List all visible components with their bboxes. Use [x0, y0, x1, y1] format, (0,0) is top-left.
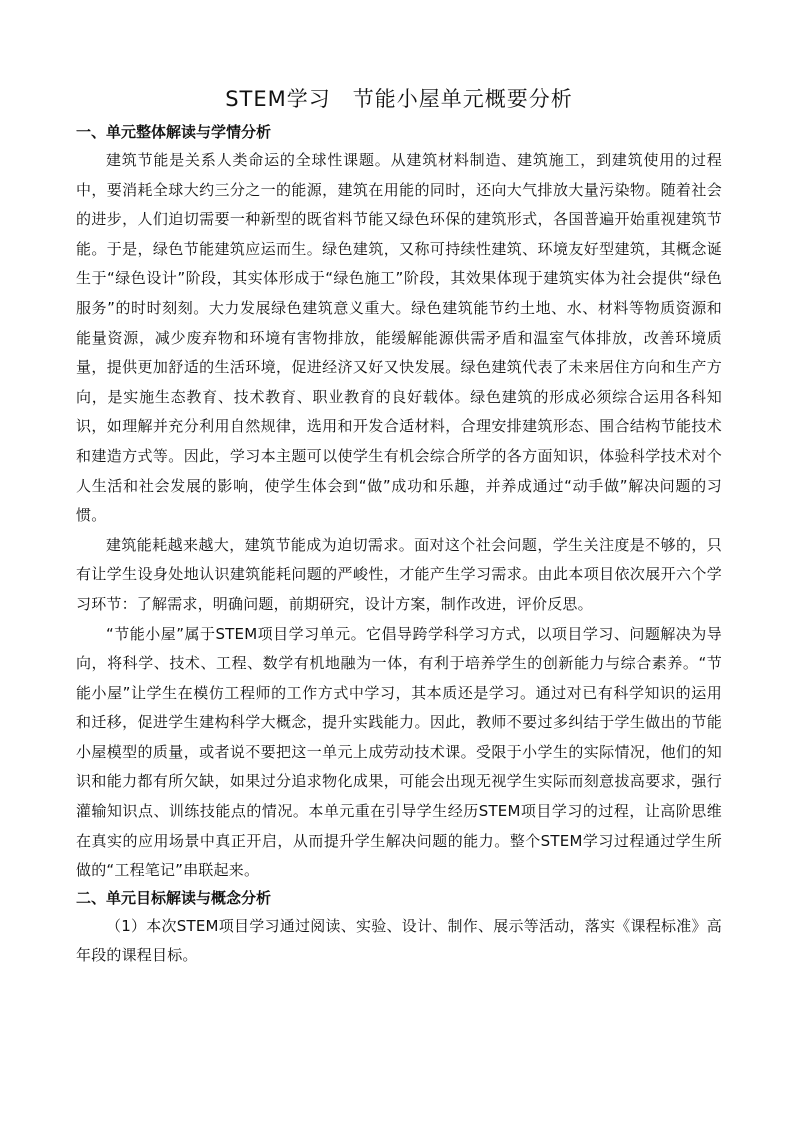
paragraph-course-goals: （1）本次STEM项目学习通过阅读、实验、设计、制作、展示等活动，落实《课程标准》高年段的课程目标。: [76, 916, 722, 965]
paragraph-energy-demand: 建筑能耗越来越大，建筑节能成为迫切需求。面对这个社会问题，学生关注度是不够的，只有让学生设身处地认识建筑能耗问题的严峻性，才能产生学习需求。由此本项目依次展开六个学习环节：了解需求，明确问题，前期研究，设计方案，制作改进，评价反思。: [76, 535, 722, 613]
section-heading-1: 一、单元整体解读与学情分析: [76, 123, 272, 141]
document-body: [76, 84, 722, 971]
paragraph-building-energy-intro: 建筑节能是关系人类命运的全球性课题。从建筑材料制造、建筑施工，到建筑使用的过程中，要消耗全球大约三分之一的能源，建筑在用能的同时，还向大气排放大量污染物。随着社会的进步，人们迫切需要一种新型的既省料节能又绿色环保的建筑形式，各国普遍开始重视建筑节能。于是，绿色节能建筑应运而生。绿色建筑，又称可持续性建筑、环境友好型建筑，其概念诞生于“绿色设计”阶段，其实体形成于“绿色施工”阶段，其效果体现于建筑实体为社会提供“绿色服务”的时时刻刻。大力发展绿色建筑意义重大。绿色建筑能节约土地、水、材料等物质资源和能量资源，减少废弃物和环境有害物排放，能缓解能源供需矛盾和温室气体排放，改善环境质量，提供更加舒适的生活环境，促进经济又好又快发展。绿色建筑代表了未来居住方向和生产方向，是实施生态教育、技术教育、职业教育的良好载体。绿色建筑的形成必须综合运用各科知识，如理解并充分利用自然规律，选用和开发合适材料，合理安排建筑形态、围合结构节能技术和建造方式等。因此，学习本主题可以使学生有机会综合所学的各方面知识，体验科学技术对个人生活和社会发展的影响，使学生体会到“做”成功和乐趣，并养成通过“动手做”解决问题的习惯。: [76, 151, 722, 525]
section-heading-2: 二、单元目标解读与概念分析: [76, 888, 272, 907]
paragraph-stem-unit: “节能小屋”属于STEM项目学习单元。它倡导跨学科学习方式，以项目学习、问题解决为导向，将科学、技术、工程、数学有机地融为一体，有利于培养学生的创新能力与综合素养。“节能小屋”让学生在模仿工程师的工作方式中学习，其本质还是学习。通过对已有科学知识的运用和迁移，促进学生建构科学大概念，提升实践能力。因此，教师不要过多纠结于学生做出的节能小屋模型的质量，或者说不要把这一单元上成劳动技术课。受限于小学生的实际情况，他们的知识和能力都有所欠缺，如果过分追求物化成果，可能会出现无视学生实际而刻意拔高要求，强行灌输知识点、训练技能点的情况。本单元重在引导学生经历STEM项目学习的过程，让高阶思维在真实的应用场景中真正开启，从而提升学生解决问题的能力。整个STEM学习过程通过学生所做的“工程笔记”串联起来。: [76, 624, 722, 880]
page-title: STEM学习 节能小屋单元概要分析: [225, 87, 573, 111]
